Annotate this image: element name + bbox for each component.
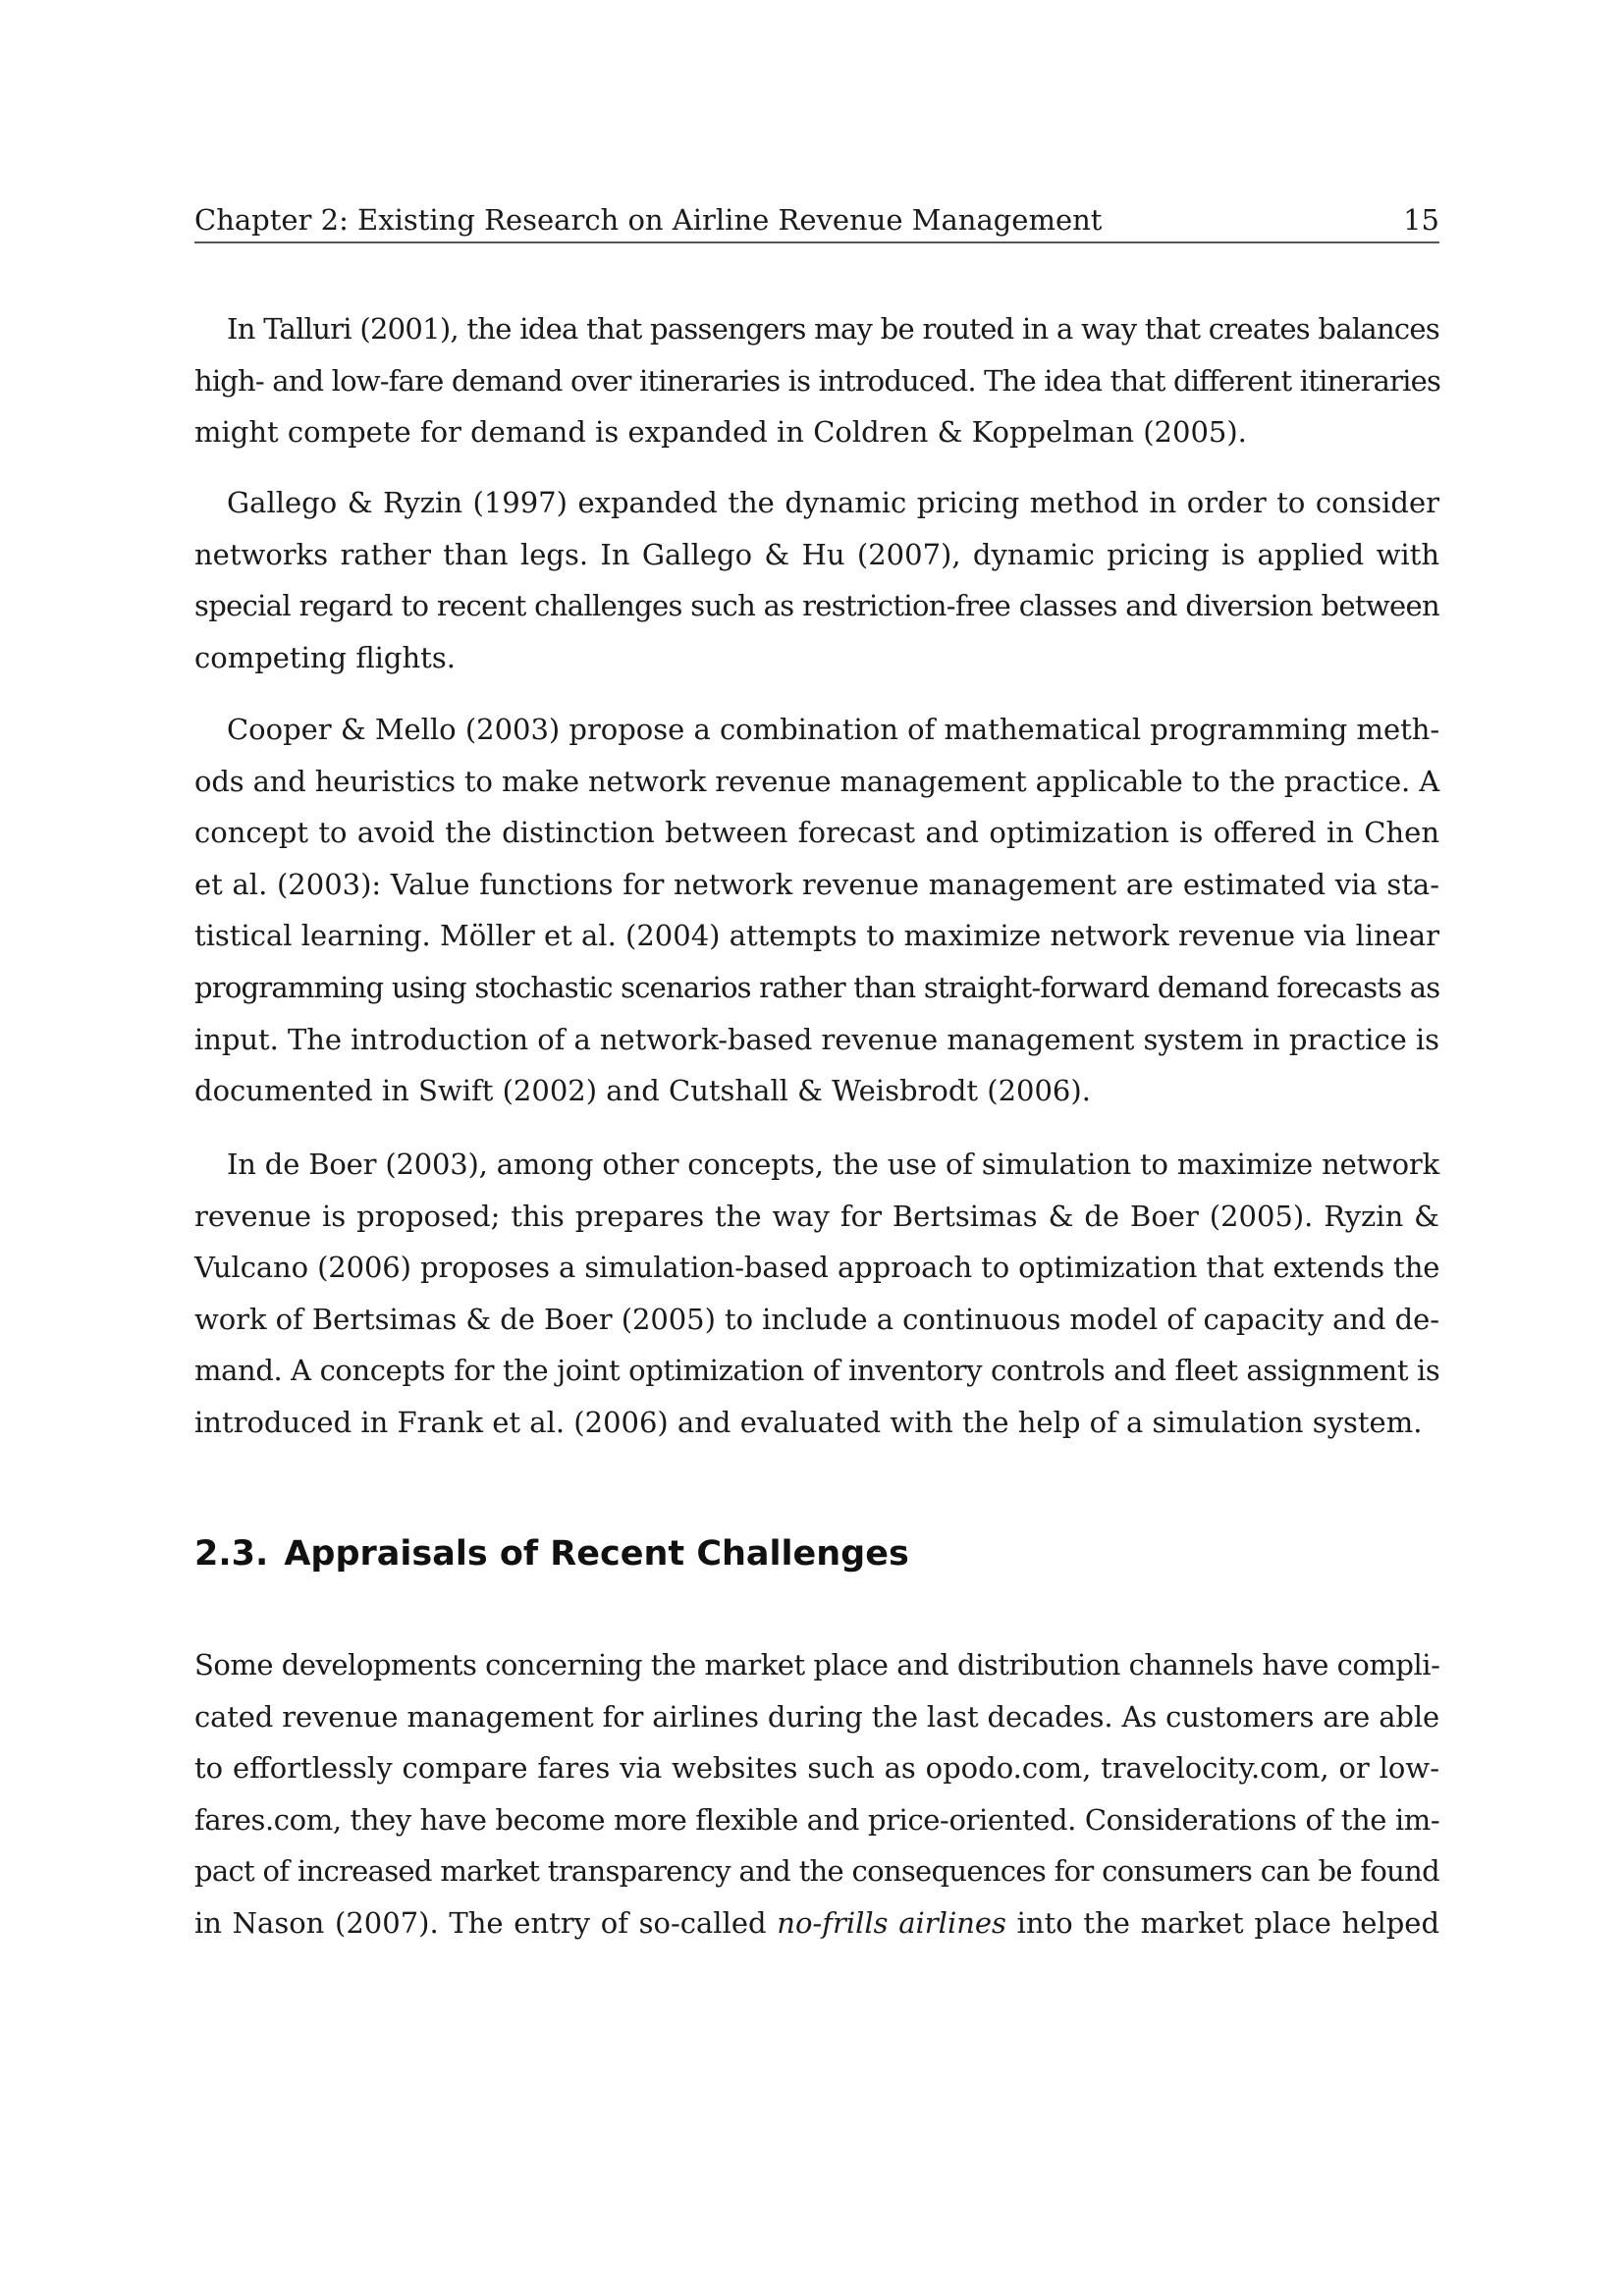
text-line: networks rather than legs. In Gallego & Hu (2007), dynamic pricing is applied with <box>194 537 1439 571</box>
text-line: tistical learning. Möller et al. (2004) attempts to maximize network revenue via linear <box>194 919 1439 953</box>
text-line: high- and low-fare demand over itineraries is introduced. The idea that different itineraries <box>194 363 1441 398</box>
text-line: documented in Swift (2002) and Cutshall & Weisbrodt (2006). <box>194 1074 1091 1108</box>
text-line: et al. (2003): Value functions for network revenue management are estimated via sta- <box>194 867 1439 901</box>
section-title: Appraisals of Recent Challenges <box>284 1534 909 1574</box>
running-title: Chapter 2: Existing Research on Airline Revenue Management <box>194 203 1103 237</box>
text-line: pact of increased market transparency and the consequences for consumers can be found <box>194 1854 1439 1889</box>
text-line: In de Boer (2003), among other concepts, the use of simulation to maximize network <box>227 1148 1439 1181</box>
page-number: 15 <box>1403 203 1439 237</box>
paragraph-talluri <box>194 303 1439 458</box>
text-line: mand. A concepts for the joint optimization of inventory controls and fleet assignment is <box>194 1354 1440 1388</box>
text-line: concept to avoid the distinction between forecast and optimization is offered in Chen <box>194 816 1439 850</box>
section-number: 2.3. <box>194 1534 269 1574</box>
paragraph-cooper <box>194 704 1439 1117</box>
text-line: introduced in Frank et al. (2006) and evaluated with the help of a simulation system. <box>194 1405 1423 1439</box>
text-line: Vulcano (2006) proposes a simulation-based approach to optimization that extends the <box>194 1251 1440 1285</box>
text-fragment: in Nason (2007). The entry of so-called <box>194 1905 778 1940</box>
text-line: might compete for demand is expanded in Coldren & Koppelman (2005). <box>194 415 1247 450</box>
text-line: ods and heuristics to make network revenue management applicable to the practice. A <box>194 764 1439 798</box>
paragraph-de-boer <box>194 1139 1439 1449</box>
text-line: In Talluri (2001), the idea that passengers may be routed in a way that creates balances <box>227 312 1439 346</box>
text-line: work of Bertsimas & de Boer (2005) to include a continuous model of capacity and de- <box>194 1302 1439 1336</box>
text-line: Some developments concerning the market place and distribution channels have compli- <box>194 1648 1440 1682</box>
text-line: to effortlessly compare fares via websites such as opodo.com, travelocity.com, or low- <box>194 1751 1439 1786</box>
paragraph-gallego <box>194 477 1439 683</box>
text-line-with-emphasis <box>194 1897 1439 1949</box>
text-line: revenue is proposed; this prepares the way for Bertsimas & de Boer (2005). Ryzin & <box>194 1199 1439 1233</box>
page-header <box>194 200 1439 243</box>
text-line: programming using stochastic scenarios rather than straight-forward demand forecasts as <box>194 970 1440 1004</box>
section-heading <box>194 1529 909 1578</box>
text-line: fares.com, they have become more flexible and price-oriented. Considerations of the im- <box>194 1802 1440 1837</box>
text-line: input. The introduction of a network-based revenue management system in practice is <box>194 1022 1439 1056</box>
text-line: competing flights. <box>194 640 456 674</box>
text-line: cated revenue management for airlines during the last decades. As customers are able <box>194 1699 1439 1734</box>
emphasis-no-frills-airlines: no-frills airlines <box>777 1905 1006 1940</box>
paragraph-recent-challenges <box>194 1639 1439 1949</box>
text-line: Gallego & Ryzin (1997) expanded the dynamic pricing method in order to consider <box>227 486 1439 519</box>
text-fragment: into the market place helped <box>1005 1905 1440 1940</box>
text-line: special regard to recent challenges such as restriction-free classes and diversion between <box>194 589 1439 623</box>
text-line: Cooper & Mello (2003) propose a combination of mathematical programming meth- <box>227 713 1440 746</box>
